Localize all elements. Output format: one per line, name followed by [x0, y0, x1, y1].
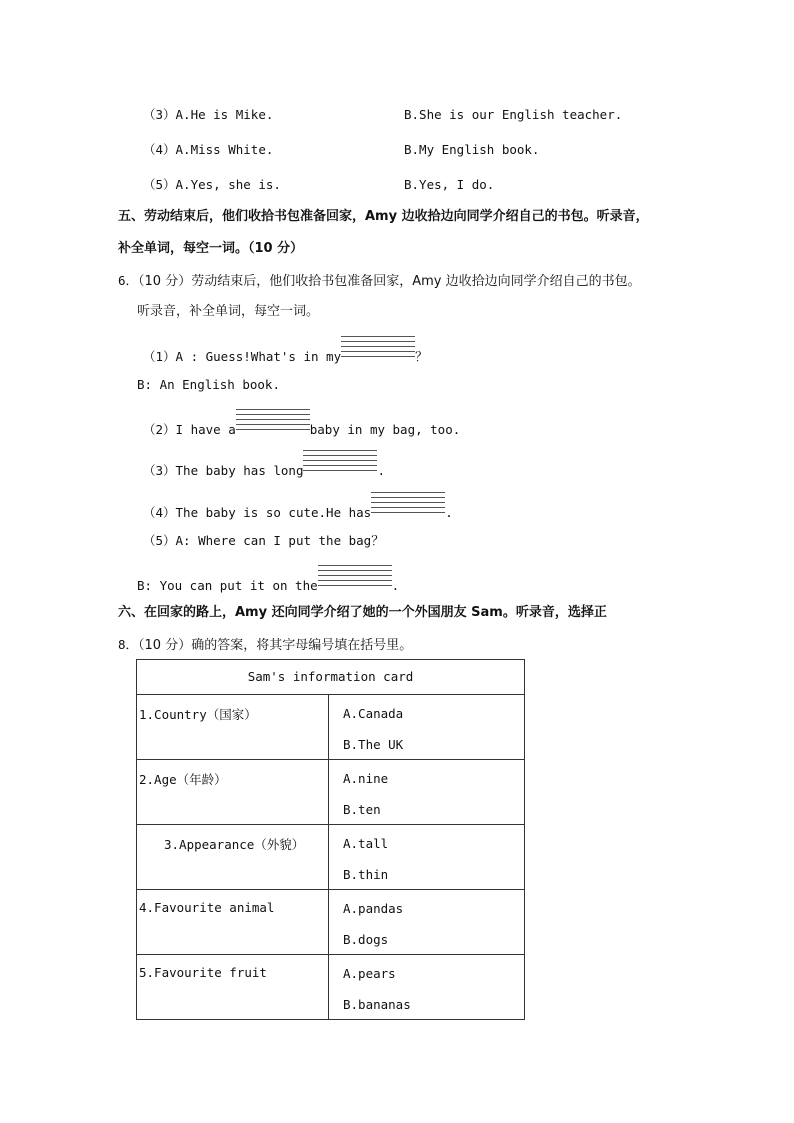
row-label: [137, 890, 329, 955]
table-header-row: [137, 660, 525, 695]
fill-blank-3[interactable]: [303, 466, 377, 480]
option-a: A.tall: [343, 836, 389, 851]
blank-line-3: [143, 462, 385, 480]
fill-blank-1[interactable]: [341, 352, 415, 366]
line-text: A : Guess!What's in my: [175, 349, 342, 364]
question-points: （10 分）: [138, 638, 192, 653]
option-b: B.dogs: [343, 932, 389, 947]
item-number: （2）: [143, 422, 176, 437]
question-6-instruction: 听录音，补全单词，每空一词。: [137, 304, 320, 319]
question-text: 劳动结束后，他们收拾书包准备回家，Amy 边收拾边向同学介绍自己的书包。: [191, 274, 641, 289]
line-end: ？: [415, 349, 428, 364]
option-b: B.bananas: [343, 997, 411, 1012]
line-text-after: baby in my bag, too.: [309, 422, 461, 437]
row-label: [137, 695, 329, 760]
line-end: ？: [371, 534, 385, 549]
line-end: .: [377, 463, 385, 478]
option-b: B.thin: [343, 867, 389, 882]
item-3-option-b: B.She is our English teacher.: [404, 107, 623, 122]
option-a: A.Canada: [343, 706, 404, 721]
line-5: [143, 532, 384, 551]
option-a: A.Yes, she is.: [175, 177, 281, 192]
section-5-heading-cont: 补全单词，每空一词。（10 分）: [118, 241, 304, 256]
row-label: [137, 825, 329, 890]
item-number: （3）: [143, 463, 176, 478]
question-6: [118, 272, 641, 291]
question-points: （10 分）: [138, 274, 192, 289]
line-text: B: You can put it on the: [137, 578, 318, 593]
label-text: 1.Country（国家）: [139, 707, 257, 722]
label-text: 3.Appearance（外貌）: [164, 837, 305, 852]
option-a: A.Miss White.: [175, 142, 274, 157]
item-number: （4）: [143, 142, 176, 157]
item-number: （5）: [143, 177, 176, 192]
table-row: [137, 890, 525, 955]
row-label: [137, 955, 329, 1020]
item-number: （4）: [143, 505, 176, 520]
question-number: 6．: [118, 273, 139, 288]
line-text: The baby is so cute.He has: [175, 505, 372, 520]
table-row: [137, 825, 525, 890]
blank-line-4: [143, 504, 453, 522]
label-text: 5.Favourite fruit: [139, 965, 267, 980]
line-end: .: [445, 505, 453, 520]
row-options: [329, 825, 525, 890]
answer-line-1: B: An English book.: [137, 377, 280, 392]
option-a: A.He is Mike.: [175, 107, 274, 122]
line-end: .: [391, 578, 400, 593]
section-5-heading: 五、劳动结束后，他们收拾书包准备回家，Amy 边收拾边向同学介绍自己的书包。听录音，: [118, 209, 649, 224]
question-text: 确的答案，将其字母编号填在括号里。: [191, 638, 413, 653]
line-text: The baby has long: [175, 463, 304, 478]
item-5: [143, 176, 281, 194]
item-4-option-b: B.My English book.: [404, 142, 540, 157]
blank-line-1: [143, 348, 428, 366]
row-options: [329, 890, 525, 955]
option-b: B.ten: [343, 802, 381, 817]
item-number: （3）: [143, 107, 176, 122]
row-options: [329, 695, 525, 760]
table-row: [137, 955, 525, 1020]
line-text: I have a: [175, 422, 236, 437]
fill-blank-5[interactable]: [318, 581, 392, 595]
label-text: 2.Age（年龄）: [139, 772, 227, 787]
option-a: A.pears: [343, 966, 396, 981]
table-row: [137, 695, 525, 760]
fill-blank-2[interactable]: [236, 425, 310, 439]
item-3: [143, 106, 273, 124]
option-a: A.nine: [343, 771, 389, 786]
section-6-heading: 六、在回家的路上，Amy 还向同学介绍了她的一个外国朋友 Sam。听录音，选择正: [118, 605, 607, 620]
item-5-option-b: B.Yes, I do.: [404, 177, 495, 192]
item-number: （1）: [143, 349, 176, 364]
fill-blank-4[interactable]: [371, 508, 445, 522]
row-label: [137, 760, 329, 825]
label-text: 4.Favourite animal: [139, 900, 275, 915]
item-4: [143, 141, 273, 159]
item-number: （5）: [143, 533, 176, 548]
line-text: A: Where can I put the bag: [175, 533, 372, 548]
question-8: [118, 636, 412, 655]
card-title: Sam's information card: [137, 660, 525, 695]
blank-line-5: [137, 577, 399, 595]
row-options: [329, 955, 525, 1020]
row-options: [329, 760, 525, 825]
option-b: B.The UK: [343, 737, 404, 752]
blank-line-2: [143, 421, 460, 439]
information-card-table: [136, 659, 525, 1020]
option-a: A.pandas: [343, 901, 404, 916]
question-number: 8．: [118, 637, 139, 652]
table-row: [137, 760, 525, 825]
